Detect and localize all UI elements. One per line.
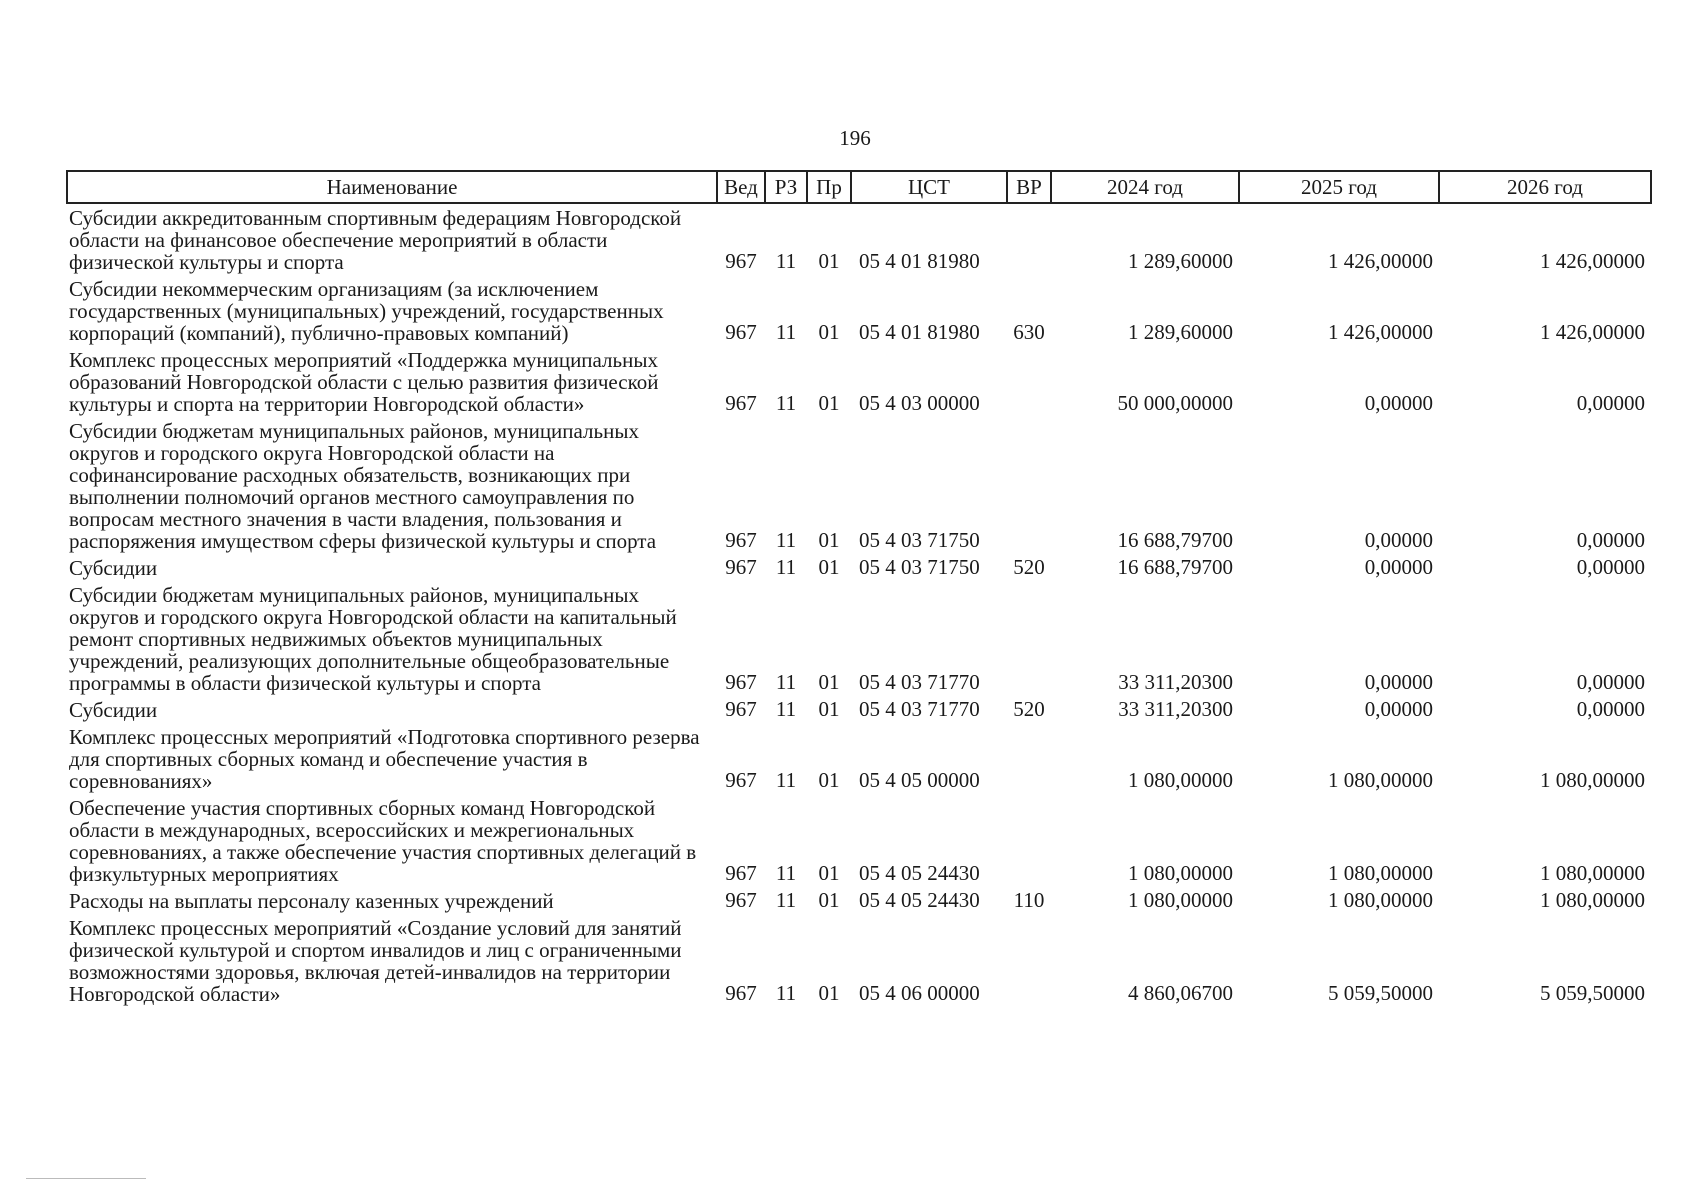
row-2025: 0,00000 [1364, 697, 1433, 721]
header-cst: ЦСТ [851, 171, 1007, 203]
table-row [67, 696, 1651, 723]
row-2026: 0,00000 [1576, 670, 1645, 694]
table-row [67, 887, 1651, 914]
table-header-row [67, 171, 1651, 203]
row-2026: 1 080,00000 [1540, 768, 1645, 792]
row-rz: 11 [775, 555, 797, 579]
row-2024: 1 080,00000 [1128, 888, 1233, 912]
row-2026: 0,00000 [1576, 391, 1645, 415]
header-ved: Вед [717, 171, 765, 203]
row-2026: 1 426,00000 [1540, 320, 1645, 344]
row-pr: 01 [818, 555, 840, 579]
row-name: Комплекс процессных мероприятий «Создание условий для занятий физической культурой и спортом инвалидов и лиц с ограниченными возможностями здоровья, включая детей-инвалидов на территории Новгородской области» [69, 916, 682, 1006]
row-vr [1007, 417, 1051, 554]
row-cst: 05 4 03 71750 [859, 555, 980, 579]
row-2026: 0,00000 [1576, 528, 1645, 552]
table-row [67, 581, 1651, 696]
row-rz: 11 [775, 981, 797, 1005]
row-rz: 11 [775, 528, 797, 552]
row-name: Субсидии бюджетам муниципальных районов, муниципальных округов и городского округа Новгородской области на софинансирование расходных обязательств, возникающих при выполнении полномочий органов местного самоуправления по вопросам местного значения в части владения, пользования и распоряжения имуществом сферы физической культуры и спорта [69, 419, 657, 553]
row-2026: 1 080,00000 [1540, 888, 1645, 912]
row-2025: 0,00000 [1364, 391, 1433, 415]
row-ved: 967 [725, 670, 757, 694]
row-cst: 05 4 03 71770 [859, 697, 980, 721]
row-rz: 11 [775, 697, 797, 721]
row-2024: 1 289,60000 [1128, 249, 1233, 273]
row-vr: 630 [1013, 320, 1045, 344]
header-2026: 2026 год [1439, 171, 1651, 203]
row-rz: 11 [775, 320, 797, 344]
row-pr: 01 [818, 768, 840, 792]
table-row [67, 554, 1651, 581]
row-vr [1007, 581, 1051, 696]
table-row [67, 346, 1651, 417]
row-2026: 1 080,00000 [1540, 861, 1645, 885]
row-vr [1007, 914, 1051, 1007]
header-2024: 2024 год [1051, 171, 1239, 203]
row-rz: 11 [775, 670, 797, 694]
row-vr [1007, 723, 1051, 794]
row-2024: 1 080,00000 [1128, 861, 1233, 885]
row-pr: 01 [818, 888, 840, 912]
row-pr: 01 [818, 391, 840, 415]
header-vr: ВР [1007, 171, 1051, 203]
table-row [67, 723, 1651, 794]
row-cst: 05 4 06 00000 [859, 981, 980, 1005]
row-vr: 520 [1013, 697, 1045, 721]
row-rz: 11 [775, 861, 797, 885]
row-2024: 33 311,20300 [1118, 697, 1233, 721]
row-rz: 11 [775, 888, 797, 912]
row-ved: 967 [725, 768, 757, 792]
row-2025: 0,00000 [1364, 528, 1433, 552]
row-ved: 967 [725, 249, 757, 273]
row-ved: 967 [725, 697, 757, 721]
row-pr: 01 [818, 320, 840, 344]
row-pr: 01 [818, 981, 840, 1005]
row-2026: 1 426,00000 [1540, 249, 1645, 273]
row-pr: 01 [818, 528, 840, 552]
header-2025: 2025 год [1239, 171, 1439, 203]
row-ved: 967 [725, 888, 757, 912]
header-rz: РЗ [765, 171, 807, 203]
row-2024: 1 289,60000 [1128, 320, 1233, 344]
row-pr: 01 [818, 249, 840, 273]
row-vr: 110 [1013, 888, 1045, 912]
row-name: Комплекс процессных мероприятий «Подготовка спортивного резерва для спортивных сборных команд и обеспечение участия в соревнованиях» [69, 725, 700, 793]
row-name: Субсидии бюджетам муниципальных районов, муниципальных округов и городского округа Новгородской области на капитальный ремонт спортивных недвижимых объектов муниципальных учреждений, реализующих дополнительные общеобразовательные программы в области физической культуры и спорта [69, 583, 677, 695]
row-name: Субсидии [69, 556, 158, 580]
row-2024: 4 860,06700 [1128, 981, 1233, 1005]
row-2024: 16 688,79700 [1117, 555, 1233, 579]
row-cst: 05 4 05 24430 [859, 861, 980, 885]
row-cst: 05 4 03 00000 [859, 391, 980, 415]
row-2024: 1 080,00000 [1128, 768, 1233, 792]
row-ved: 967 [725, 981, 757, 1005]
row-pr: 01 [818, 861, 840, 885]
row-cst: 05 4 05 24430 [859, 888, 980, 912]
row-rz: 11 [775, 768, 797, 792]
row-2025: 1 426,00000 [1328, 320, 1433, 344]
row-2025: 0,00000 [1364, 555, 1433, 579]
row-name: Субсидии аккредитованным спортивным федерациям Новгородской области на финансовое обеспечение мероприятий в области физической культуры и спорта [69, 206, 682, 274]
row-2026: 0,00000 [1576, 697, 1645, 721]
header-name: Наименование [67, 171, 717, 203]
row-cst: 05 4 03 71750 [859, 528, 980, 552]
row-cst: 05 4 01 81980 [859, 249, 980, 273]
row-cst: 05 4 03 71770 [859, 670, 980, 694]
row-2024: 50 000,00000 [1117, 391, 1233, 415]
row-cst: 05 4 01 81980 [859, 320, 980, 344]
row-ved: 967 [725, 528, 757, 552]
row-2025: 5 059,50000 [1328, 981, 1433, 1005]
row-name: Комплекс процессных мероприятий «Поддержка муниципальных образований Новгородской области с целью развития физической культуры и спорта на территории Новгородской области» [69, 348, 659, 416]
row-vr: 520 [1013, 555, 1045, 579]
row-2025: 0,00000 [1364, 670, 1433, 694]
row-2026: 5 059,50000 [1540, 981, 1645, 1005]
row-2024: 33 311,20300 [1118, 670, 1233, 694]
row-name: Расходы на выплаты персоналу казенных учреждений [69, 889, 554, 913]
row-2025: 1 080,00000 [1328, 861, 1433, 885]
scan-artifact-line [26, 1178, 146, 1179]
row-name: Обеспечение участия спортивных сборных команд Новгородской области в международных, всероссийских и межрегиональных соревнованиях, а также обеспечение участия спортивных делегаций в физкультурных мероприятиях [69, 796, 697, 886]
row-pr: 01 [818, 697, 840, 721]
table-row [67, 794, 1651, 887]
row-vr [1007, 794, 1051, 887]
table-row [67, 275, 1651, 346]
row-vr [1007, 346, 1051, 417]
row-vr [1007, 203, 1051, 275]
row-2026: 0,00000 [1576, 555, 1645, 579]
row-ved: 967 [725, 555, 757, 579]
table-row [67, 203, 1651, 275]
row-2025: 1 080,00000 [1328, 768, 1433, 792]
row-rz: 11 [775, 249, 797, 273]
row-cst: 05 4 05 00000 [859, 768, 980, 792]
table-row [67, 914, 1651, 1007]
row-ved: 967 [725, 320, 757, 344]
row-rz: 11 [775, 391, 797, 415]
table-row [67, 417, 1651, 554]
row-2025: 1 426,00000 [1328, 249, 1433, 273]
header-pr: Пр [807, 171, 851, 203]
page-number: 196 [839, 126, 871, 150]
row-2024: 16 688,79700 [1117, 528, 1233, 552]
row-name: Субсидии [69, 698, 158, 722]
row-ved: 967 [725, 391, 757, 415]
row-name: Субсидии некоммерческим организациям (за исключением государственных (муниципальных) учреждений, государственных корпораций (компаний), публично-правовых компаний) [69, 277, 664, 345]
row-2025: 1 080,00000 [1328, 888, 1433, 912]
row-pr: 01 [818, 670, 840, 694]
row-ved: 967 [725, 861, 757, 885]
budget-table [66, 170, 1652, 1007]
